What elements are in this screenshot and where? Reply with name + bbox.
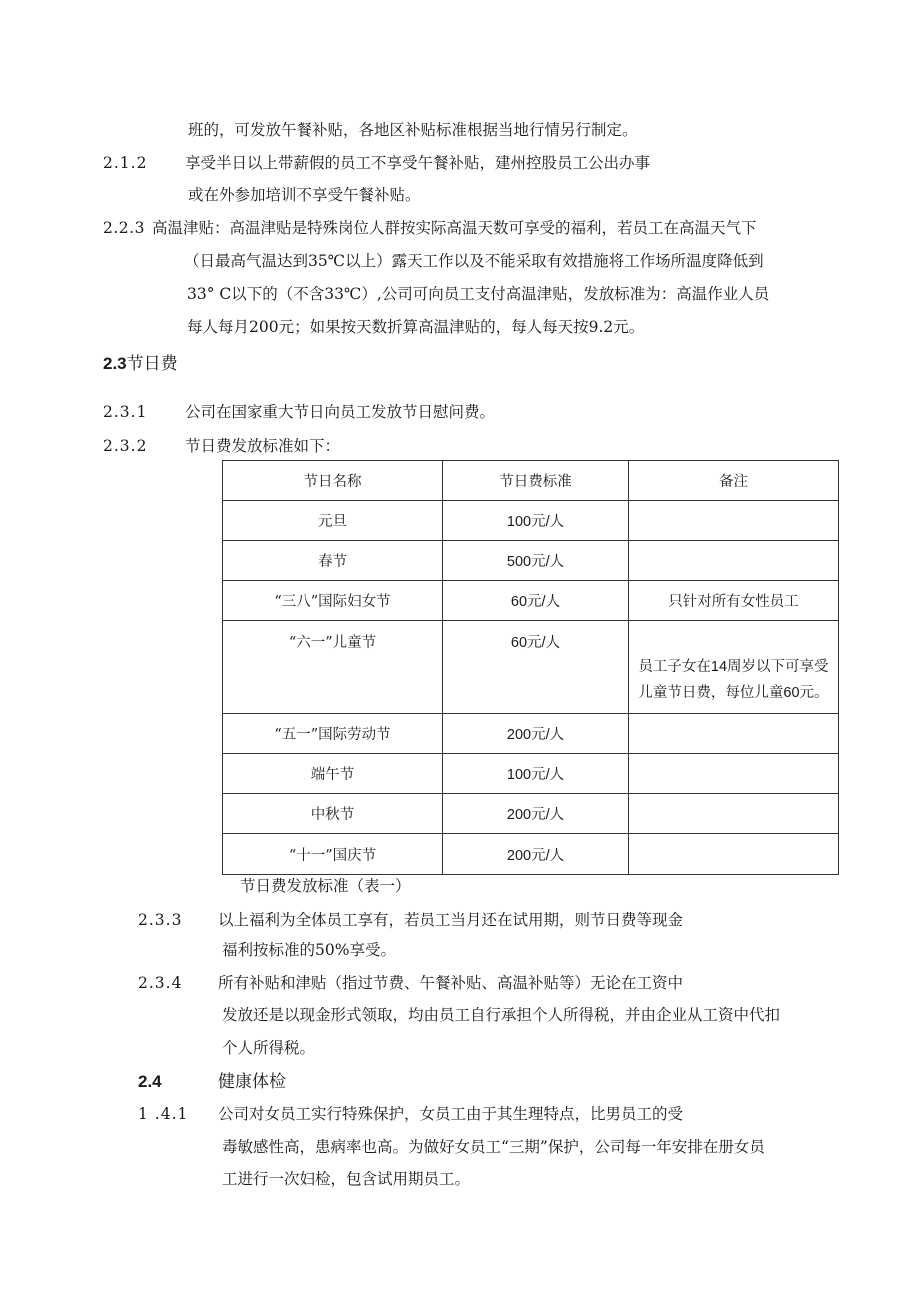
- section-1-4-1-line3: 工进行一次妇检，包含试用期员工。: [222, 1170, 471, 1188]
- remark-line2: 儿童节日费，每位儿童60元。: [638, 685, 829, 701]
- heading-2-4-title: 健康体检: [218, 1072, 286, 1092]
- table-row: [223, 581, 839, 621]
- fee-cell: 200元/人: [443, 714, 629, 754]
- section-2-2-3-line3: 33° C以下的（不含33℃）,公司可向员工支付高温津贴，发放标准为：高温作业人员: [187, 285, 770, 303]
- table-row: [223, 834, 839, 875]
- section-number-2-3-1: 2.3.1: [103, 403, 148, 421]
- remark-cell: [629, 501, 839, 541]
- section-2-3-1-text: 公司在国家重大节日向员工发放节日慰问费。: [185, 403, 496, 421]
- table-row: [223, 541, 839, 581]
- header-fee-standard: 节日费标准: [443, 461, 629, 501]
- header-holiday-name: 节日名称: [223, 461, 443, 501]
- section-2-3-3-line2: 福利按标准的50%享受。: [222, 941, 396, 959]
- section-number-2-3-2: 2.3.2: [103, 437, 148, 455]
- section-2-2-3-line1: 高温津贴：高温津贴是特殊岗位人群按实际高温天数可享受的福利，若员工在高温天气下: [152, 219, 757, 237]
- remark-line1: 员工子女在14周岁以下可享受: [638, 659, 829, 675]
- section-2-1-2-line1: 享受半日以上带薪假的员工不享受午餐补贴，建州控股员工公出办事: [185, 154, 651, 172]
- holiday-name-cell: 中秋节: [223, 794, 443, 834]
- table-row: [223, 714, 839, 754]
- fee-cell: 60元/人: [443, 621, 629, 714]
- holiday-name-cell: “十一”国庆节: [223, 834, 443, 875]
- section-number-2-1-2: 2.1.2: [103, 154, 148, 172]
- remark-cell: [629, 834, 839, 875]
- holiday-fee-table: [222, 460, 839, 875]
- section-1-4-1-line1: 公司对女员工实行特殊保护，女员工由于其生理特点，比男员工的受: [218, 1105, 684, 1123]
- fee-cell: 200元/人: [443, 834, 629, 875]
- remark-cell: [629, 541, 839, 581]
- section-number-2-2-3: 2.2.3: [103, 219, 145, 237]
- table-row: [223, 794, 839, 834]
- section-2-1-2-line2: 或在外参加培训不享受午餐补贴。: [188, 186, 421, 204]
- paragraph-2-1-1-continuation: 班的，可发放午餐补贴，各地区补贴标准根据当地行情另行制定。: [188, 121, 638, 139]
- heading-2-3: [103, 354, 178, 374]
- section-2-3-4-line2: 发放还是以现金形式领取，均由员工自行承担个人所得税，并由企业从工资中代扣: [222, 1006, 781, 1024]
- heading-2-4-number: 2.4: [138, 1072, 162, 1091]
- section-2-2-3-line2: （日最高气温达到35℃以上）露天工作以及不能采取有效措施将工作场所温度降低到: [184, 252, 764, 270]
- holiday-name-cell: 春节: [223, 541, 443, 581]
- section-number-1-4-1: 1 .4.1: [138, 1105, 189, 1123]
- section-1-4-1-line2: 毒敏感性高，患病率也高。为做好女员工“三期”保护，公司每一年安排在册女员: [222, 1138, 765, 1156]
- section-2-3-2-text: 节日费发放标准如下：: [185, 437, 341, 455]
- holiday-name-cell: “五一”国际劳动节: [223, 714, 443, 754]
- fee-cell: 500元/人: [443, 541, 629, 581]
- table-row: [223, 501, 839, 541]
- section-number-2-3-4: 2.3.4: [138, 974, 183, 992]
- table-header-row: [223, 461, 839, 501]
- section-2-3-4-line3: 个人所得税。: [222, 1039, 316, 1057]
- remark-cell: [629, 621, 839, 714]
- holiday-name-cell: 元旦: [223, 501, 443, 541]
- remark-cell: 只针对所有女性员工: [629, 581, 839, 621]
- fee-cell: 100元/人: [443, 754, 629, 794]
- remark-cell: [629, 754, 839, 794]
- heading-2-3-title: 节日费: [126, 354, 178, 374]
- section-number-2-3-3: 2.3.3: [138, 911, 183, 929]
- heading-2-3-number: 2.3: [103, 354, 127, 373]
- section-2-3-4-line1: 所有补贴和津贴（指过节费、午餐补贴、高温补贴等）无论在工资中: [218, 974, 684, 992]
- fee-cell: 100元/人: [443, 501, 629, 541]
- holiday-name-cell: “六一”儿童节: [223, 621, 443, 714]
- remark-cell: [629, 794, 839, 834]
- fee-cell: 60元/人: [443, 581, 629, 621]
- table-caption: 节日费发放标准（表一）: [240, 877, 411, 895]
- fee-cell: 200元/人: [443, 794, 629, 834]
- header-remarks: 备注: [629, 461, 839, 501]
- section-2-3-3-line1: 以上福利为全体员工享有，若员工当月还在试用期，则节日费等现金: [218, 911, 684, 929]
- table-row: [223, 621, 839, 714]
- remark-cell: [629, 714, 839, 754]
- holiday-name-cell: “三八”国际妇女节: [223, 581, 443, 621]
- holiday-name-cell: 端午节: [223, 754, 443, 794]
- table-row: [223, 754, 839, 794]
- section-2-2-3-line4: 每人每月200元；如果按天数折算高温津贴的，每人每天按9.2元。: [187, 318, 645, 336]
